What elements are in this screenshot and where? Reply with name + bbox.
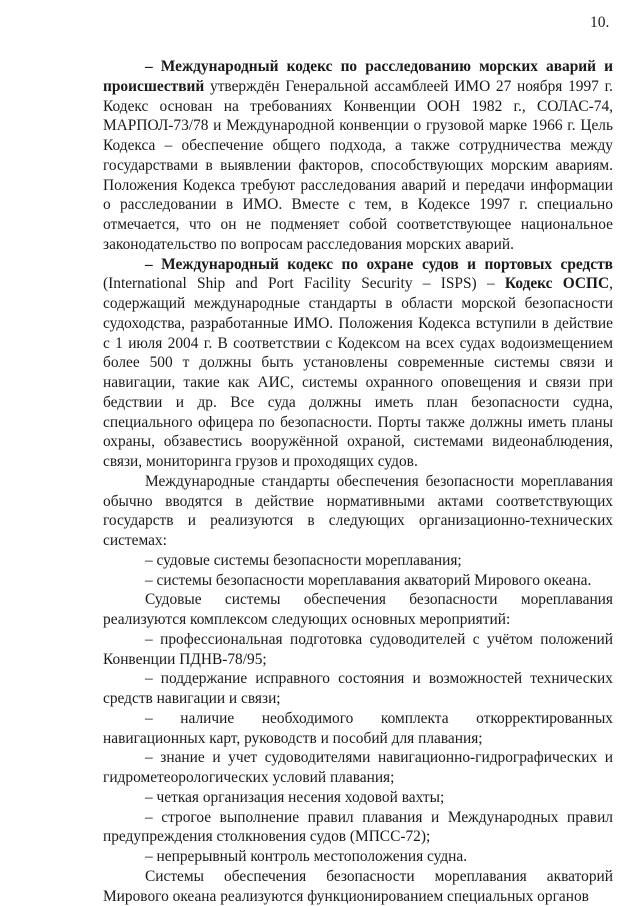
text: – судовые системы безопасности мореплавания; [145,551,462,569]
paragraph [103,590,613,630]
bold-text: – Международный кодекс по охране судов и портовых средств [145,255,613,273]
text: – знание и учет судоводителями навигационно-гидрографических и гидрометеорологических условий плавания; [103,749,613,786]
text: – наличие необходимого комплекта откорректированных навигационных карт, руководств и пособий для плавания; [103,709,613,747]
text: Системы обеспечения безопасности мореплавания акваторий Мирового океана реализуются функционированием специальных органов [103,867,613,905]
paragraph [103,788,613,808]
text: – четкая организация несения ходовой вахты; [145,788,445,806]
paragraph [103,630,613,670]
text: – строгое выполнение правил плавания и Международных правил предупреждения столкновения судов (МПСС-72); [103,808,613,846]
text: – профессиональная подготовка судоводителей с учётом положений Конвенции ПДНВ-78/95; [103,630,613,668]
paragraph [103,669,613,709]
paragraph [103,808,613,848]
text: , содержащий международные стандарты в области морской безопасности судоходства, разработанные ИМО. Положения Кодекса вступили в действие с 1 июля 2004 г. В соответствии с Кодексом на всех судах водоизмещением более 500 т должны быть установлены современные системы связи и навигации, такие как АИС, системы охранного оповещения и связи при бедствии и др. Все суда должны иметь план безопасности судна, специального офицера по безопасности. Порты также должны иметь планы охраны, обзавестись вооружённой охраной, системами видеонаблюдения, связи, мониторинга грузов и проходящих судов. [103,275,613,470]
text: Судовые системы обеспечения безопасности мореплавания реализуются комплексом следующих основных мероприятий: [103,591,613,628]
paragraph [103,57,613,255]
paragraph [103,709,613,749]
text: – поддержание исправного состояния и возможностей технических средств навигации и связи; [103,670,613,707]
paragraph [103,551,613,571]
paragraph [103,867,613,906]
paragraph [103,472,613,551]
paragraph [103,748,613,788]
bold-text: – Международный кодекс по расследованию морских аварий и происшествий [103,58,613,95]
paragraph [103,255,613,472]
text: (International Ship and Port Facility Security – ISPS) – [103,275,505,293]
paragraph [103,571,613,591]
page-number: 10. [590,14,610,31]
document-body [103,57,613,906]
paragraph [103,847,613,867]
text: – системы безопасности мореплавания акваторий Мирового океана. [145,571,592,589]
bold-text: Кодекс ОСПС [504,275,610,293]
text: Международные стандарты обеспечения безопасности мореплавания обычно вводятся в действие нормативными актами соответствующих государств и реализуются в следующих организационно-технических системах: [103,472,613,549]
text: – непрерывный контроль местоположения судна. [145,848,468,865]
text: утверждён Генеральной ассамблеей ИМО 27 ноября 1997 г. Кодекс основан на требованиях Конвенции ООН 1982 г., СОЛАС-74, МАРПОЛ-73/78 и Международной конвенции о грузовой марке 1966 г. Цель Кодекса – обеспечение общего подхода, а также сотрудничества между государствами в выявлении факторов, способствующих морским авариям. Положения Кодекса требуют расследования аварий и передачи информации о расследовании в ИМО. Вместе с тем, в Кодексе 1997 г. специально отмечается, что он не подменяет собой соответствующее национальное законодательство по вопросам расследования морских аварий. [103,77,613,253]
